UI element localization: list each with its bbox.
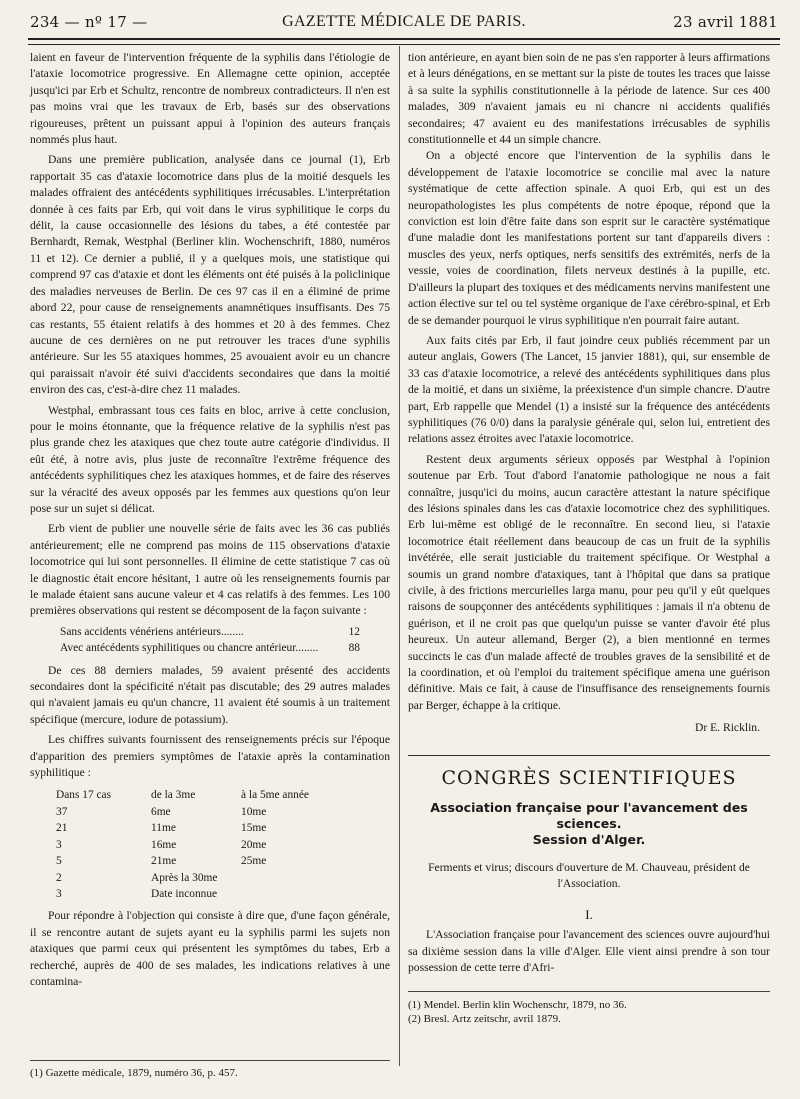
table-cell: 6me [151,805,171,818]
right-column [408,50,770,1026]
left-column [30,50,390,990]
paragraph: Les chiffres suivants fournissent des renseignements précis sur l'époque d'apparition des premiers symptômes de l'ataxie après la contamination syphilitique : [30,733,390,780]
page-header [30,13,778,33]
paragraph: tion antérieure, en ayant bien soin de ne pas s'en rapporter à leurs affirmations et à leurs dénégations, en se mettant sur la piste de toutes les traces que laisse à sa suite la syphilis constitutionnelle à la période de latence. Sur ces 400 malades, 309 n'avaient jamais eu ni chancre ni accidents qualifiés secondaires; 47 avaient eu des manifestations irrécusables de syphilis constitutionnelle et 44 un simple chancre. [408,51,770,147]
table-row [56,787,390,803]
table-row [60,640,360,656]
table-row [56,886,390,902]
header-rule [28,38,780,45]
column-divider [399,46,400,1066]
table-value: 88 [348,642,360,655]
paragraph: Westphal, embrassant tous ces faits en bloc, arrive à cette conclusion, pour le moins étonnante, que la fréquence relative de la syphilis n'est pas plus grande chez les ataxiques que chez toute autre catégorie d'individus. Il eût été, à notre avis, plus juste de reconnaître l'extrême fréquence des antécédents syphilitiques chez les ataxiques hommes, et de faire des réserves sur la véracité des aveux opposés par les femmes aux questions qu'on leur pose sur un sujet si délicat. [30,403,390,515]
table-cell: 5 [56,855,62,868]
table-cell: à la 5me année [241,789,309,802]
table-cell: 37 [56,805,68,818]
table-cell: de la 3me [151,789,196,802]
table-value: 12 [348,625,360,638]
subtitle-line: Session d'Alger. [532,832,646,848]
congress-section [408,755,770,924]
table-cell: 25me [241,855,267,868]
table-label: Avec antécédents syphilitiques ou chancre antérieur........ [60,642,319,655]
table-cell: 10me [241,805,267,818]
table-cell: 15me [241,822,267,835]
subtitle-line: Association française pour l'avancement des sciences. [430,800,748,832]
journal-title: GAZETTE MÉDICALE DE PARIS. [282,13,526,30]
table-cell: 3 [56,838,62,851]
table-cell: Dans 17 cas [56,789,112,802]
footnote: (1) Mendel. Berlin klin Wochenschr, 1879, no 36. [408,998,627,1011]
page-number: 234 — nº 17 — [30,13,148,31]
table-cell: 20me [241,838,267,851]
table-cell: Date inconnue [151,887,218,900]
paragraph: Aux faits cités par Erb, il faut joindre ceux publiés récemment par un auteur anglais, Gowers (The Lancet, 15 janvier 1881), qui, sur ensemble de 33 cas d'ataxie locomotrice, a relevé des antécédents syphilitiques dans plus de la moitié, et dans un sixième, la préexistence d'un simple chancre. D'autre part, Erb rappelle que Mendel (1) a insisté sur la fréquence des antécédents syphilitiques (76 0/0) dans la paralysie générale qui, selon lui, entretient des relations assez étroites avec l'ataxie locomotrice. [408,333,770,446]
paragraph: On a objecté encore que l'intervention de la syphilis dans le développement de l'ataxie locomotrice se concilie mal avec la nature systématique de cette affection spinale. A quoi Erb, qui est un des neuropathologistes les plus compétents de notre époque, répond que la conviction est loin d'être faite dans son esprit sur le caractère systématique d'une maladie dont les manifestations portent sur tant d'appareils divers : muscles des yeux, nerfs optiques, nerfs sensitifs des extrémités, nerfs de la vessie, voies de coordination, filets nerveux destinés à la pupille, etc. D'ailleurs la plupart des toxiques et des médicaments nervins manifestent une action élective sur tel ou tel système organique de l'axe cérébro-spinal, et Erb de se demander pourquoi le virus syphilitique n'en pourrait faire autant. [408,149,770,327]
onset-table [56,787,390,902]
paragraph: L'Association française pour l'avancement des sciences ouvre aujourd'hui sa dixième session dans la ville d'Alger. Elle vient ainsi prendre à son tour possession de cette terre d'Afri- [408,928,770,975]
issue-date: 23 avril 1881 [673,13,778,31]
paragraph: laient en faveur de l'intervention fréquente de la syphilis dans l'étiologie de l'ataxie locomotrice progressive. En Allemagne cette opinion, acceptée jusqu'ici par Erb et Schultz, rencontre de nombreux contradicteurs. Il n'en est pas moins vrai que les travaux de Erb, basés sur des observations rigoureuses, prêtent un puissant appui à l'opinion des auteurs français nommés plus haut. [30,51,390,147]
table-label: Sans accidents vénériens antérieurs........ [60,625,244,638]
paragraph: De ces 88 derniers malades, 59 avaient présenté des accidents secondaires dont la spécificité n'était pas discutable; des 29 autres malades qui n'avaient jamais eu qu'un chancre, 11 avaient été soumis à un traitement spécifique (mercure, iodure de potassium). [30,663,390,726]
footnotes [408,991,770,1026]
paragraph: Dans une première publication, analysée dans ce journal (1), Erb rapportait 35 cas d'ataxie locomotrice dans plus de la moitié desquels les malades offraient des antécédents syphilitiques irrécusables. L'interprétation donnée à ces faits par Erb, qui voit dans le virus syphilitique le corps du délit, la cause occasionnelle des lésions du tabes, a été contestée par Bernhardt, Remak, Westphal (Berliner klin. Wochenschrift, 1880, numéros 11 et 12). Ce dernier a publié, il y a quelques mois, une statistique qui comprend 97 cas d'ataxie et dont les éléments ont été puisés à la policlinique des maladies nerveuses de Berlin. De ces 97 cas il en a éliminé de prime abord 22, pour cause de renseignements anamnétiques insuffisants. Des 75 cas restants, 55 étaient relatifs à des hommes et 20 à des femmes. Chez aucune de ces dernières on ne put retrouver les traces d'une syphilis antérieure. Sur les 55 ataxiques hommes, 25 avouaient avoir eu un chancre qui paraissait n'avoir été suivi d'accidents secondaires que dans la moitié environ des cas, c'est-à-dire chez 11 malades. [30,153,390,397]
table-cell: 2 [56,871,62,884]
table-cell [241,870,331,886]
table-row [60,624,360,640]
footnote: (2) Bresl. Artz zeitschr, avril 1879. [408,1012,561,1025]
part-number: I. [585,906,593,922]
paragraph: Restent deux arguments sérieux opposés par Westphal à l'opinion soutenue par Erb. Tout d'abord l'anatomie pathologique ne nous a fait connaître, jusqu'ici du moins, aucun caractère attestant la nature spécifique des lésions spinales dans les cas d'ataxie locomotrice chez des syphilitiques. Erb lui-même est obligé de le reconnaître. En second lieu, si l'ataxie locomotrice était réellement dans beaucoup de cas un fruit de la syphilis invétérée, elle serait justiciable du traitement spécifique. Or Westphal a soumis un grand nombre d'ataxiques, tant à l'hôpital que dans sa pratique civile, à des frictions mercurielles larga manu, pour peu qu'il y eût quelques raisons de soupçonner des antécédents syphilitiques : jamais il n'a obtenu de guérison, et il ne croit pas que quelqu'un puisse se vanter d'avoir été plus heureux. Un auteur allemand, Berger (2), a bien mentionné en termes succincts le cas d'un malade affecté de troubles graves de la sensibilité et de la coordination, et où l'emploi du traitement spécifique amena une guérison définitive. Mais ce fait, à cause de l'insuffisance des renseignements fournis par Berger, échappe à la critique. [408,452,770,712]
speech-heading: Ferments et virus; discours d'ouverture de M. Chauveau, président de l'Association. [428,861,750,891]
table-row [56,820,390,836]
paragraph: Erb vient de publier une nouvelle série de faits avec les 36 cas publiés antérieurement; elle ne comprend pas moins de 115 observations d'ataxie locomotrice qui lui sont personnelles. Il élimine de cette statistique 7 cas où le diagnostic était encore hésitant, 1 autre où les renseignements fournis par le malade étaient sans aucune valeur et 4 cas relatifs à des femmes. Les 100 premières observations qui restent se décomposent de la façon suivante : [30,522,390,618]
table-cell: 21me [151,855,177,868]
table-cell [241,886,331,902]
table-row [56,804,390,820]
table-cell: 3 [56,887,62,900]
footnote: (1) Gazette médicale, 1879, numéro 36, p. 457. [30,1060,390,1079]
section-subtitle [408,800,770,848]
table-cell: 21 [56,822,68,835]
table-cell: Après la 30me [151,871,218,884]
table-cell: 16me [151,838,177,851]
table-cell: 11me [151,822,176,835]
paragraph: Pour répondre à l'objection qui consiste à dire que, d'une façon générale, il se rencontre autant de sujets ayant eu la syphilis parmi les sujets non ataxiques que parmi ceux qui présentent les symptômes du tabes, Erb a recherché, auprès de 400 de ses malades, les indications relatives à une contamina- [30,909,390,988]
table-row [56,870,390,886]
author-signature: Dr E. Ricklin. [694,721,760,735]
table-row [56,837,390,853]
statistics-table [60,624,390,657]
section-title: CONGRÈS SCIENTIFIQUES [441,766,737,789]
table-row [56,853,390,869]
